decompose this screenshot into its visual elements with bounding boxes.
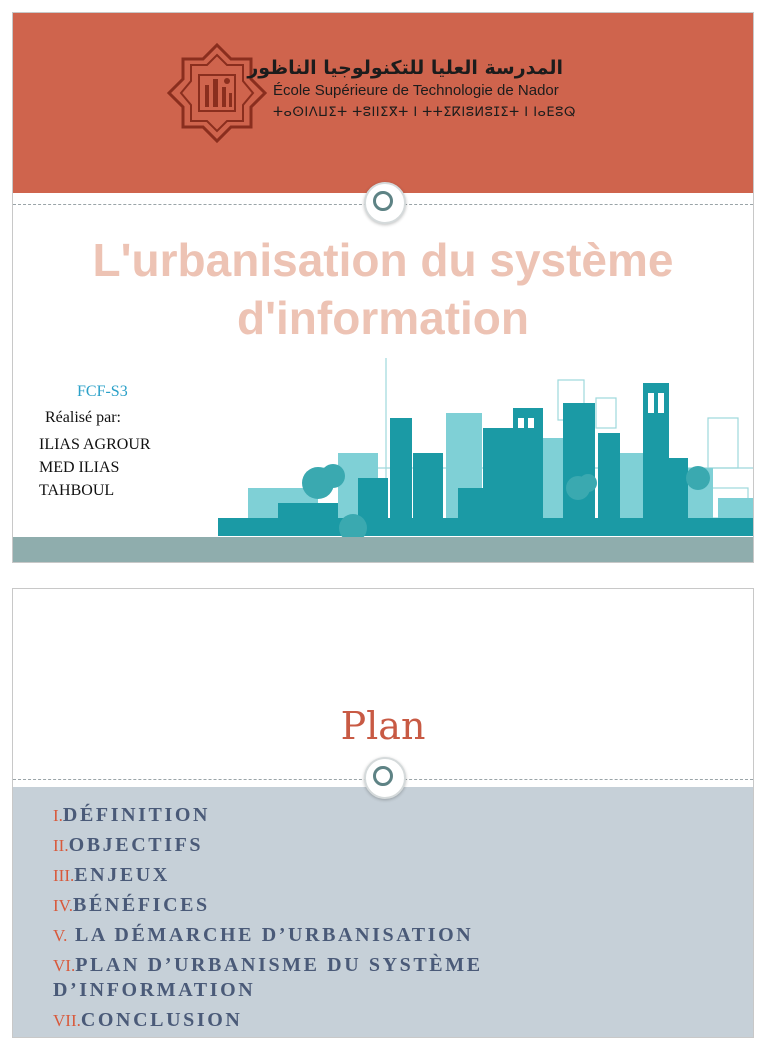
item-number: III. <box>53 866 75 885</box>
authors-list <box>39 433 151 502</box>
list-item <box>53 1008 573 1033</box>
author-name: TAHBOUL <box>39 482 115 499</box>
slide-title: L'urbanisation du système d'information <box>92 234 674 344</box>
school-name-french: École Supérieure de Technologie de Nador <box>273 82 559 99</box>
item-label: PLAN D’URBANISME DU SYSTÈME D’INFORMATION <box>53 954 483 1001</box>
list-item <box>53 803 573 828</box>
item-number: II. <box>53 836 69 855</box>
item-label: BÉNÉFICES <box>73 894 210 916</box>
list-item <box>53 833 573 858</box>
item-label: LA DÉMARCHE D’URBANISATION <box>67 924 474 946</box>
plan-list <box>53 803 573 1038</box>
ring-ornament-icon <box>364 182 406 224</box>
item-label: OBJECTIFS <box>68 834 204 856</box>
list-item <box>53 953 573 1003</box>
title-slide <box>12 12 754 563</box>
list-item <box>53 923 573 948</box>
item-number: VII. <box>53 1011 81 1030</box>
city-skyline-illustration <box>218 358 754 538</box>
plan-slide <box>12 588 754 1038</box>
item-label: DÉFINITION <box>62 804 211 826</box>
item-number: V. <box>53 926 68 945</box>
item-number: IV. <box>53 896 73 915</box>
school-name-tifinagh: ⵜⴰⵙⵏⴷⵡⵉⵜ ⵜⵓⵏⵏⵉⴳⵜ ⵏ ⵜⵜⵉⴽⵏⵓⵍⵓⵊⵉⵜ ⵏ ⵏⴰⴹⵓⵕ <box>273 105 576 120</box>
author-name: MED ILIAS <box>39 459 120 476</box>
school-name-arabic: المدرسة العليا للتكنولوجيا الناظور <box>247 57 563 79</box>
list-item <box>53 863 573 888</box>
ring-ornament-icon <box>364 757 406 799</box>
authors-heading: Réalisé par: <box>45 409 121 426</box>
school-name-block <box>247 57 576 122</box>
school-logo <box>165 39 575 149</box>
item-number: VI. <box>53 956 76 975</box>
class-label: FCF-S3 <box>77 383 128 400</box>
list-item <box>53 893 573 918</box>
slide-footer-band <box>13 537 753 563</box>
author-name: ILIAS AGROUR <box>39 436 151 453</box>
item-number: I. <box>53 806 63 825</box>
item-label: ENJEUX <box>74 864 170 886</box>
item-label: CONCLUSION <box>80 1009 243 1031</box>
slide-title: Plan <box>340 704 426 748</box>
